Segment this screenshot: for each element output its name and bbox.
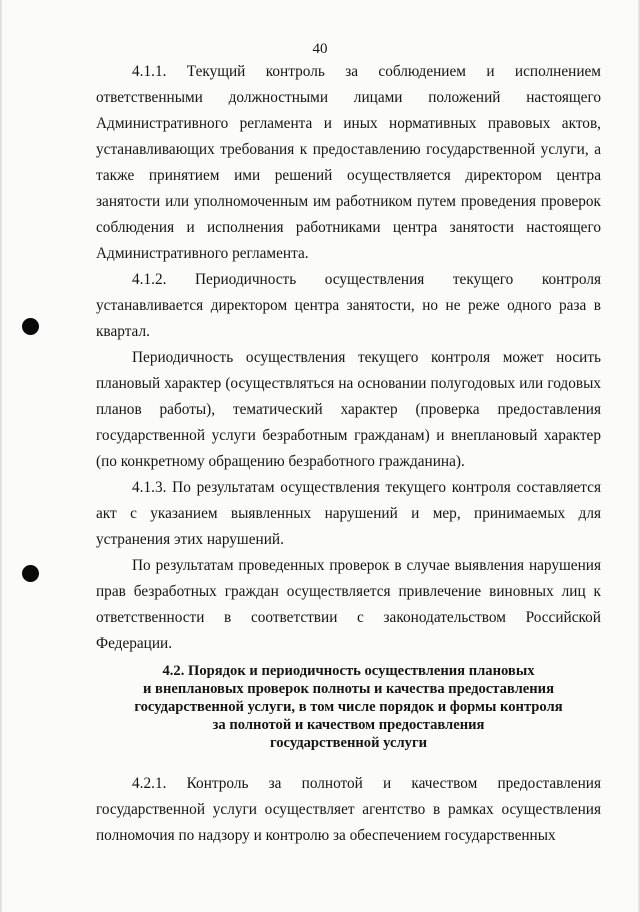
punch-hole-top — [22, 318, 39, 335]
heading-line: за полнотой и качеством предоставления — [212, 717, 485, 733]
heading-line: государственной услуги, в том числе порядок и формы контроля — [134, 699, 563, 715]
paragraph-periodicity: Периодичность осуществления текущего контроля может носить плановый характер (осуществляться на основании полугодовых или годовых планов работы), тематический характер (проверка предоставления государственной услуги безработным гражданам) и внеплановый характер (по конкретному обращению безработного гражданина). — [96, 349, 601, 470]
paragraph-4-1-2: 4.1.2. Периодичность осуществления текущего контроля устанавливается директором центра занятости, но не реже одного раза в квартал. — [96, 271, 601, 340]
page-number: 40 — [312, 41, 328, 57]
paragraph-liability: По результатам проведенных проверок в случае выявления нарушения прав безработных граждан осуществляется привлечение виновных лиц к ответственности в соответствии с законодательством Российской Федерации. — [96, 557, 601, 652]
scan-edge-left — [0, 0, 2, 912]
paragraph-4-2-1: 4.2.1. Контроль за полнотой и качеством предоставления государственной услуги осуществляет агентство в рамках осуществления полномочия по надзору и контролю за обеспечением государственных — [96, 775, 601, 844]
paragraph-4-1-3: 4.1.3. По результатам осуществления текущего контроля составляется акт с указанием выявленных нарушений и мер, принимаемых для устранения этих нарушений. — [96, 479, 601, 548]
section-4-2-heading — [96, 662, 601, 752]
heading-line: 4.2. Порядок и периодичность осуществления плановых — [162, 663, 535, 679]
section-4-2-body — [96, 771, 601, 849]
section-4-1-body — [96, 59, 601, 657]
paragraph-4-1-1: 4.1.1. Текущий контроль за соблюдением и исполнением ответственными должностными лицами положений настоящего Административного регламента и иных нормативных правовых актов, устанавливающих требования к предоставлению государственной услуги, а также принятием ими решений осуществляется директором центра занятости или уполномоченным им работником путем проведения проверок соблюдения и исполнения работниками центра занятости настоящего Административного регламента. — [96, 63, 601, 262]
punch-hole-bottom — [22, 565, 39, 582]
heading-line: государственной услуги — [269, 735, 428, 751]
heading-line: и внеплановых проверок полноты и качества предоставления — [143, 681, 554, 697]
